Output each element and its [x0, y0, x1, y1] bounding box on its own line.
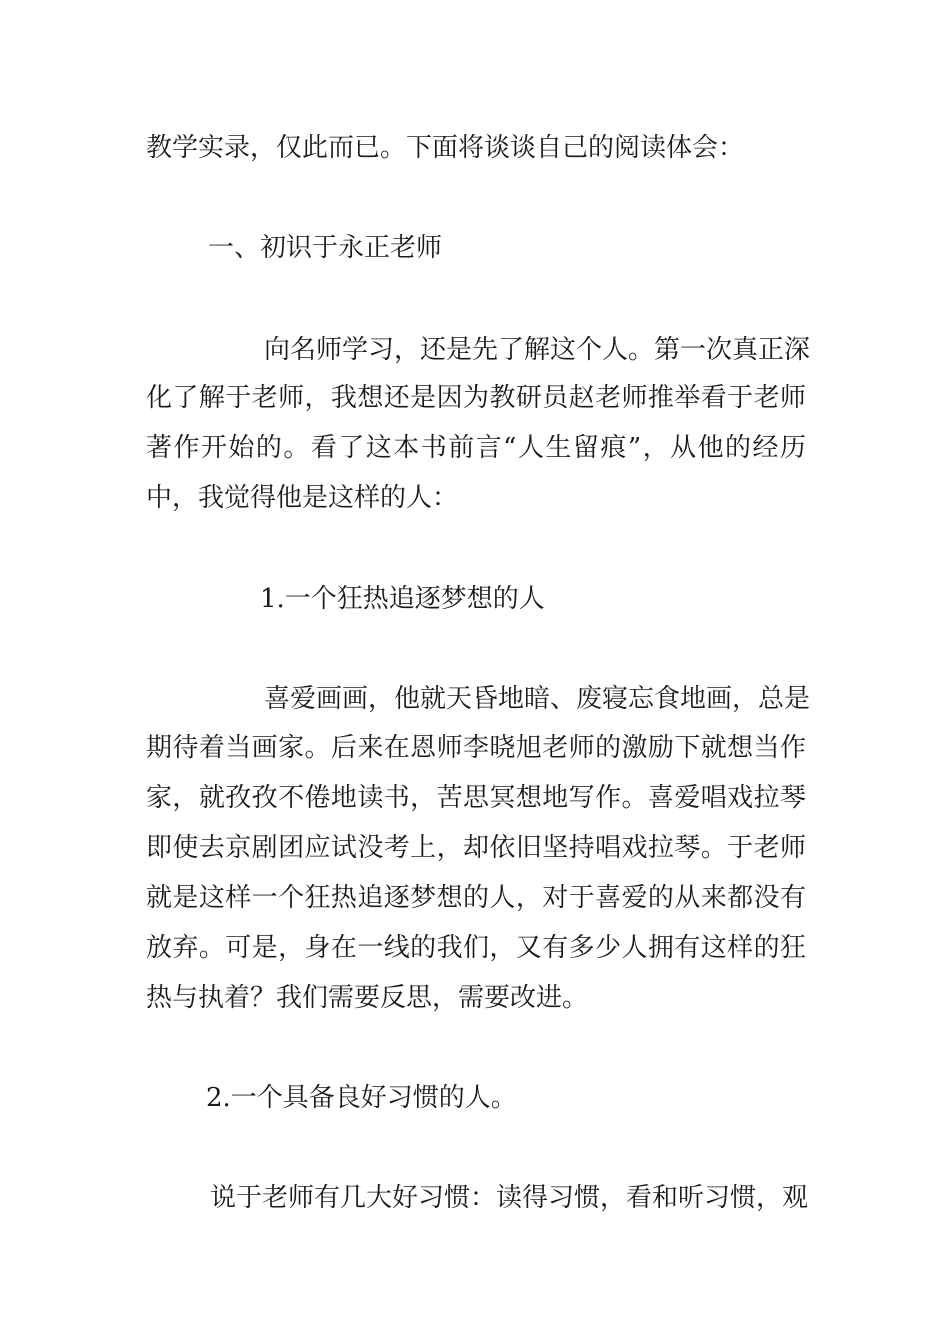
- paragraph-line: 喜爱画画，他就天昏地暗、废寝忘食地画，总是: [264, 684, 811, 714]
- subsection-heading: 1.一个狂热追逐梦想的人: [260, 584, 545, 614]
- paragraph-line: 就是这样一个狂热追逐梦想的人，对于喜爱的从来都没有: [146, 883, 806, 913]
- paragraph-line: 中，我觉得他是这样的人：: [146, 483, 459, 513]
- paragraph-line: 化了解于老师，我想还是因为教研员赵老师推举看于老师: [146, 383, 806, 413]
- paragraph-line: 期待着当画家。后来在恩师李晓旭老师的激励下就想当作: [146, 733, 806, 763]
- paragraph-line: 热与执着？我们需要反思，需要改进。: [146, 983, 589, 1013]
- section-heading: 一、初识于永正老师: [208, 233, 443, 263]
- paragraph-line: 即使去京剧团应试没考上，却依旧坚持唱戏拉琴。于老师: [146, 833, 806, 863]
- paragraph-line: 放弃。可是，身在一线的我们，又有多少人拥有这样的狂: [146, 933, 806, 963]
- subsection-heading: 2.一个具备良好习惯的人。: [206, 1083, 517, 1113]
- paragraph-line: 著作开始的。看了这本书前言“人生留痕”，从他的经历: [146, 433, 806, 463]
- paragraph-line: 向名师学习，还是先了解这个人。第一次真正深: [264, 335, 811, 365]
- paragraph-line: 说于老师有几大好习惯：读得习惯，看和听习惯，观: [210, 1183, 809, 1213]
- paragraph-line: 教学实录，仅此而已。下面将谈谈自己的阅读体会：: [146, 133, 745, 163]
- paragraph-line: 家，就孜孜不倦地读书，苦思冥想地写作。喜爱唱戏拉琴: [146, 783, 806, 813]
